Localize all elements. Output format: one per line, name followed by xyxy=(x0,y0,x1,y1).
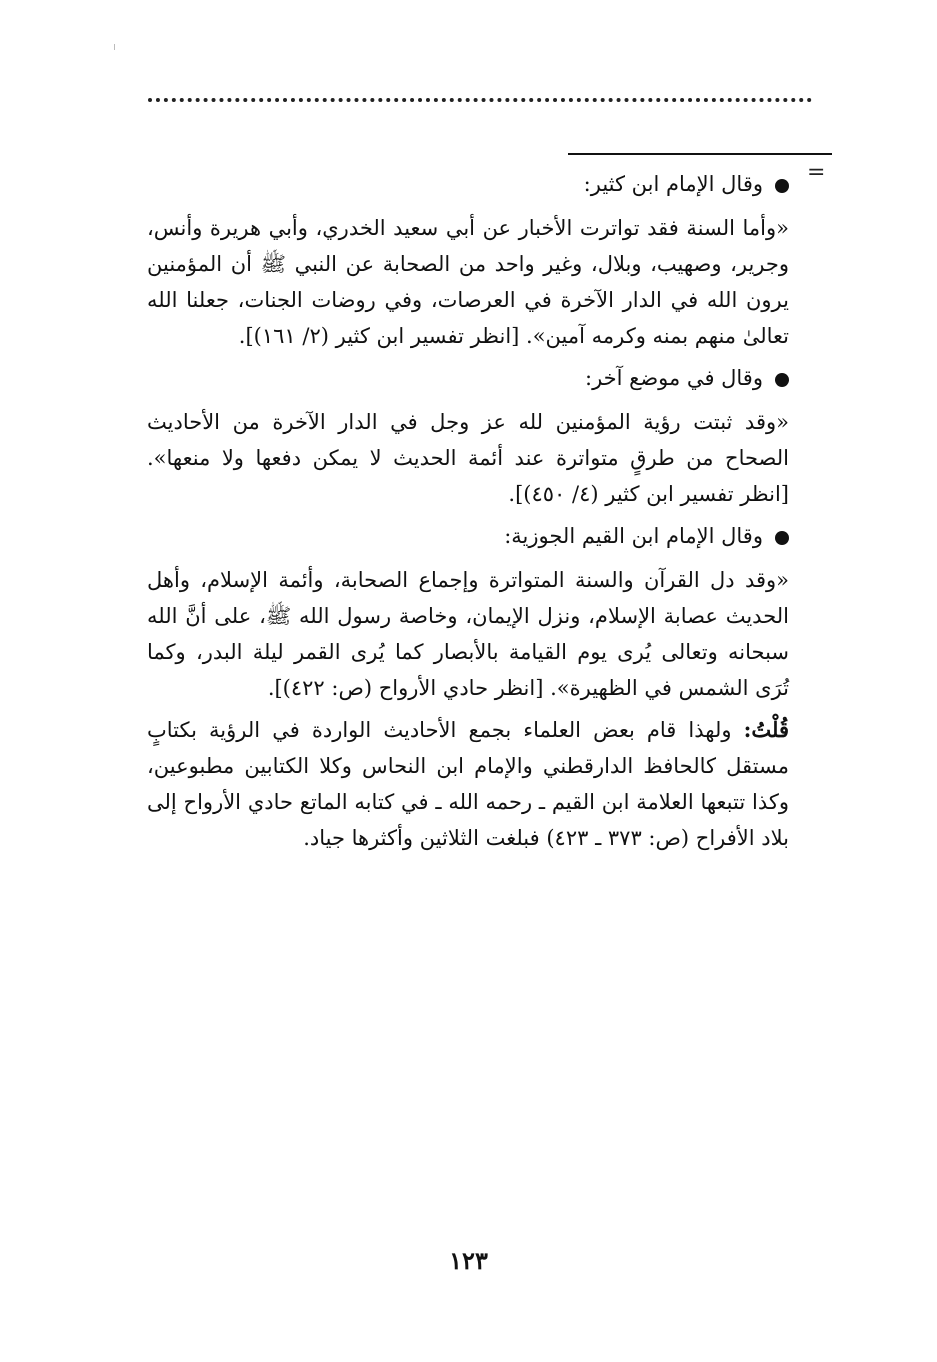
author-note xyxy=(147,712,789,856)
section-heading xyxy=(147,360,789,396)
bullet-icon xyxy=(775,373,789,387)
section-heading xyxy=(147,518,789,554)
heading-text: وقال الإمام ابن القيم الجوزية: xyxy=(504,524,763,548)
bullet-icon xyxy=(775,179,789,193)
bullet-icon xyxy=(775,531,789,545)
scan-speck xyxy=(114,44,115,50)
footnote-continuation-marker: = xyxy=(807,160,826,185)
dotted-separator xyxy=(148,98,812,102)
note-label: قُلْتُ: xyxy=(743,717,789,742)
quoted-passage: «وقد دل القرآن والسنة المتواترة وإجماع الصحابة، وأئمة الإسلام، وأهل الحديث عصابة الإسلام، ونزل الإيمان، وخاصة رسول الله ﷺ، على أنَّ الله سبحانه وتعالى يُرى يوم القيامة بالأبصار كما يُرى القمر ليلة البدر، وكما تُرَى الشمس في الظهيرة». [انظر حادي الأرواح (ص: ٤٢٢)]. xyxy=(147,568,789,700)
page-number: ١٢٣ xyxy=(449,1246,488,1275)
footnote-text xyxy=(147,166,789,856)
note-text: ولهذا قام بعض العلماء بجمع الأحاديث الواردة في الرؤية بكتابٍ مستقل كالحافظ الدارقطني والإمام ابن النحاس وكلا الكتابين مطبوعين، وكذا تتبعها العلامة ابن القيم ـ رحمه الله ـ في كتابه الماتع حادي الأرواح إلى بلاد الأفراح (ص: ٣٧٣ ـ ٤٢٣) فبلغت الثلاثين وأكثرها جياد. xyxy=(147,718,789,850)
heading-text: وقال الإمام ابن كثير: xyxy=(583,172,763,196)
heading-text: وقال في موضع آخر: xyxy=(585,366,763,390)
quoted-passage: «وقد ثبتت رؤية المؤمنين لله عز وجل في الدار الآخرة من الأحاديث الصحاح من طرقٍ متواترة عند أئمة الحديث لا يمكن دفعها ولا منعها». [انظر تفسير ابن كثير (٤/ ٤٥٠)]. xyxy=(147,410,789,506)
quoted-passage: «وأما السنة فقد تواترت الأخبار عن أبي سعيد الخدري، وأبي هريرة وأنس، وجرير، وصهيب، وبلال، وغير واحد من الصحابة عن النبي ﷺ أن المؤمنين يرون الله في الدار الآخرة في العرصات، وفي روضات الجنات، جعلنا الله تعالىٰ منهم بمنه وكرمه آمين». [انظر تفسير ابن كثير (٢/ ١٦١)]. xyxy=(147,216,789,348)
section-heading xyxy=(147,166,789,202)
footnote-separator xyxy=(568,153,832,155)
